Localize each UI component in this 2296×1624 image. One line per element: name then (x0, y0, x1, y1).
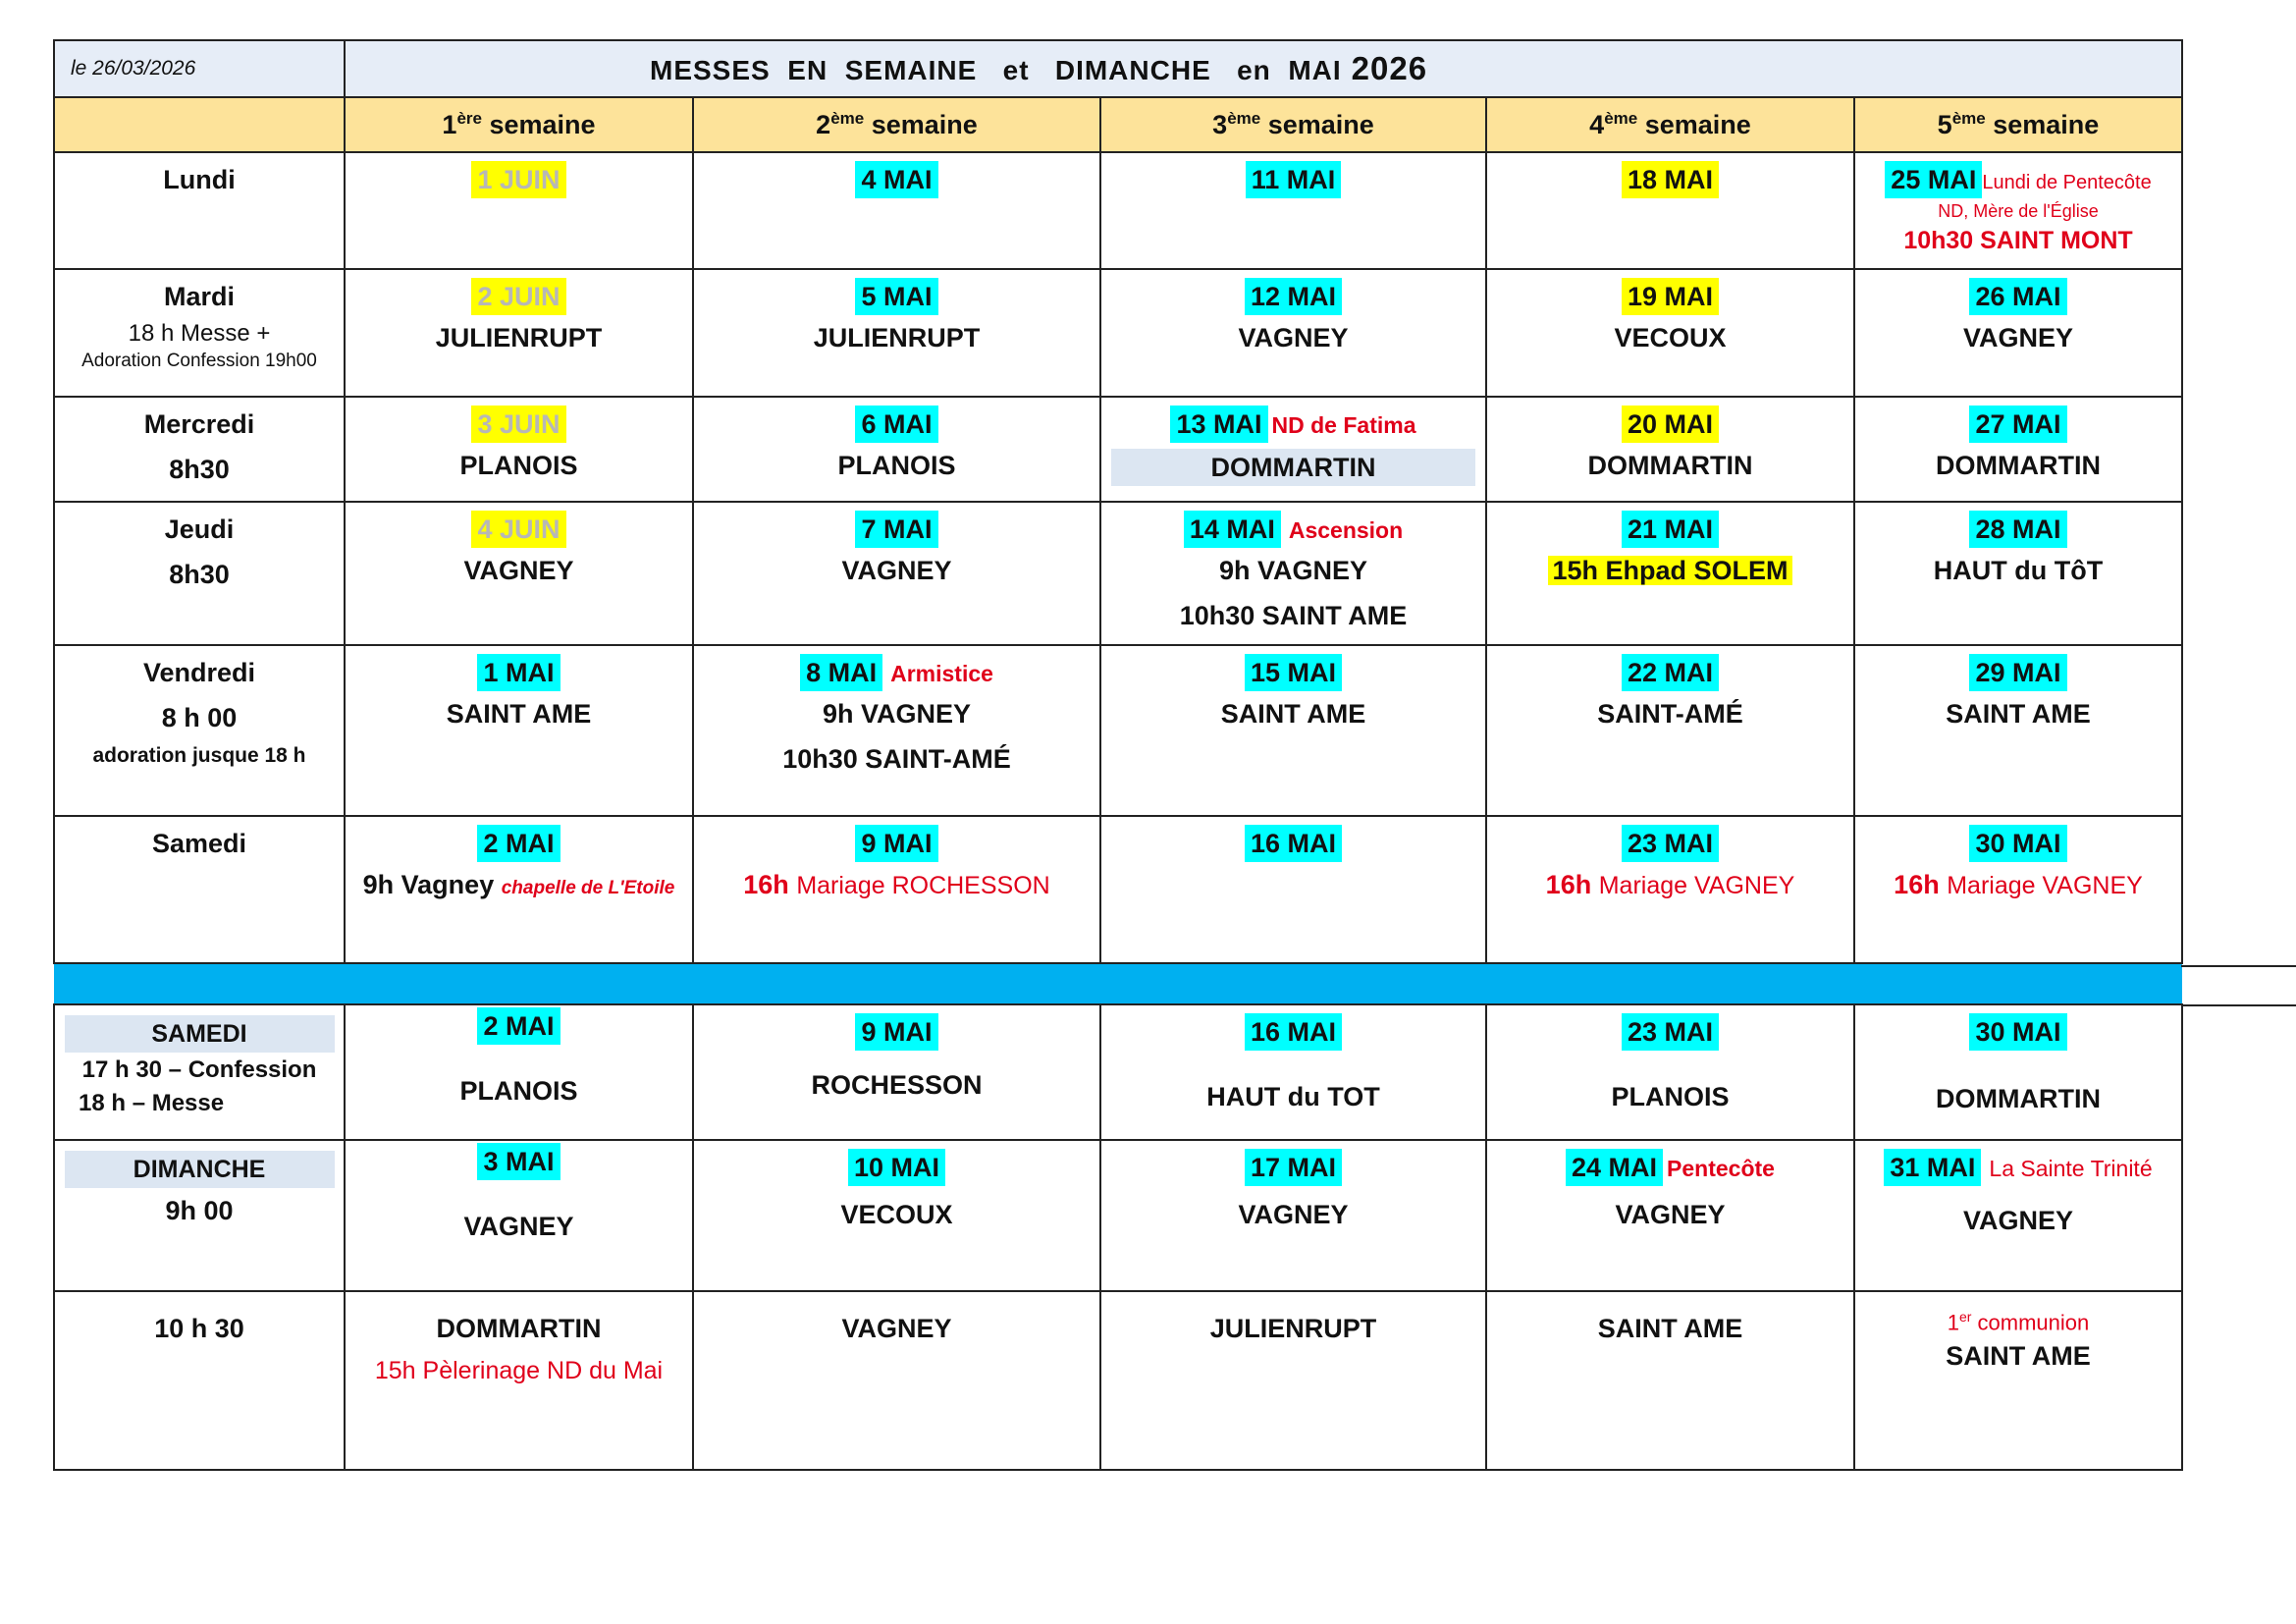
row-weekend-1030 (54, 1291, 2182, 1470)
cell: VAGNEY (693, 1291, 1100, 1470)
day-label-mercredi: Mercredi 8h30 (54, 397, 345, 502)
date-badge: 4 MAI (855, 161, 937, 198)
cell: SAINT AME (1486, 1291, 1854, 1470)
cell: 17 MAI VAGNEY (1100, 1140, 1486, 1291)
cell: 16 MAI HAUT du TOT (1100, 1004, 1486, 1140)
row-jeudi (54, 502, 2182, 645)
highlighted-place: DOMMARTIN (1111, 449, 1475, 486)
weekend-label-samedi: SAMEDI 17 h 30 – Confession 18 h – Messe (54, 1004, 345, 1140)
title-text: MESSES EN SEMAINE et DIMANCHE en MAI (650, 55, 1342, 85)
week-header-row (54, 97, 2182, 152)
day-label-jeudi: Jeudi 8h30 (54, 502, 345, 645)
cell: 3 MAI VAGNEY (345, 1140, 693, 1291)
page-title (345, 40, 2182, 97)
cell: 7 MAI VAGNEY (693, 502, 1100, 645)
cell: 5 MAI JULIENRUPT (693, 269, 1100, 397)
title-year: 2026 (1351, 50, 1428, 86)
trailing-rule-top (2181, 965, 2296, 967)
day-label-samedi: Samedi (54, 816, 345, 963)
cell (1854, 152, 2182, 269)
cell: 26 MAI VAGNEY (1854, 269, 2182, 397)
trailing-rule-bottom (2181, 1004, 2296, 1006)
cell: 4 JUIN VAGNEY (345, 502, 693, 645)
cell: 6 MAI PLANOIS (693, 397, 1100, 502)
week-header-1: 1ère semaine (345, 97, 693, 152)
cell: 23 MAI PLANOIS (1486, 1004, 1854, 1140)
cell: 31 MAI La Sainte Trinité VAGNEY (1854, 1140, 2182, 1291)
cell: 10 MAI VECOUX (693, 1140, 1100, 1291)
cell: 2 JUIN JULIENRUPT (345, 269, 693, 397)
day-label-mardi: Mardi 18 h Messe + Adoration Confession 19h00 (54, 269, 345, 397)
cell: 14 MAI Ascension 9h VAGNEY 10h30 SAINT AME (1100, 502, 1486, 645)
cell (345, 152, 693, 269)
document-date: le 26/03/2026 (54, 40, 345, 97)
cell: 3 JUIN PLANOIS (345, 397, 693, 502)
cell (1486, 152, 1854, 269)
row-weekend-samedi (54, 1004, 2182, 1140)
cell: 2 MAI 9h Vagney chapelle de L'Etoile (345, 816, 693, 963)
week-header-2: 2ème semaine (693, 97, 1100, 152)
date-badge: 25 MAI (1885, 161, 1982, 198)
place: 10h30 SAINT MONT (1903, 227, 2133, 254)
weekend-label-dimanche: DIMANCHE 9h 00 (54, 1140, 345, 1291)
day-label-vendredi: Vendredi 8 h 00 adoration jusque 18 h (54, 645, 345, 816)
cell: 16 MAI (1100, 816, 1486, 963)
row-mardi (54, 269, 2182, 397)
feast-note: Lundi de Pentecôte (1982, 172, 2152, 193)
cell: 1er communion SAINT AME (1854, 1291, 2182, 1470)
week-header-3: 3ème semaine (1100, 97, 1486, 152)
cell: 9 MAI 16h Mariage ROCHESSON (693, 816, 1100, 963)
row-mercredi (54, 397, 2182, 502)
cell: 19 MAI VECOUX (1486, 269, 1854, 397)
weekend-label-1030: 10 h 30 (54, 1291, 345, 1470)
row-samedi (54, 816, 2182, 963)
cell: 22 MAI SAINT-AMÉ (1486, 645, 1854, 816)
row-weekend-dimanche (54, 1140, 2182, 1291)
feast-note-2: ND, Mère de l'Église (1938, 201, 2099, 221)
schedule-table (53, 39, 2183, 1471)
cell: 9 MAI ROCHESSON (693, 1004, 1100, 1140)
date-badge: 11 MAI (1246, 161, 1342, 198)
row-lundi (54, 152, 2182, 269)
day-label-lundi: Lundi (54, 152, 345, 269)
cell: 12 MAI VAGNEY (1100, 269, 1486, 397)
cell: 21 MAI 15h Ehpad SOLEM (1486, 502, 1854, 645)
cell: 15 MAI SAINT AME (1100, 645, 1486, 816)
date-badge: 18 MAI (1622, 161, 1719, 198)
cell: DOMMARTIN 15h Pèlerinage ND du Mai (345, 1291, 693, 1470)
separator-band (54, 963, 2182, 1004)
cell: 23 MAI 16h Mariage VAGNEY (1486, 816, 1854, 963)
week-header-empty (54, 97, 345, 152)
cell: 28 MAI HAUT du TôT (1854, 502, 2182, 645)
cell: 30 MAI 16h Mariage VAGNEY (1854, 816, 2182, 963)
cell: 27 MAI DOMMARTIN (1854, 397, 2182, 502)
cell: 20 MAI DOMMARTIN (1486, 397, 1854, 502)
cell (1100, 152, 1486, 269)
cell: 29 MAI SAINT AME (1854, 645, 2182, 816)
date-badge: 1 JUIN (471, 161, 565, 198)
week-header-4: 4ème semaine (1486, 97, 1854, 152)
week-header-5: 5ème semaine (1854, 97, 2182, 152)
cell: 13 MAI ND de Fatima DOMMARTIN (1100, 397, 1486, 502)
cell: JULIENRUPT (1100, 1291, 1486, 1470)
title-row (54, 40, 2182, 97)
cell: 24 MAI Pentecôte VAGNEY (1486, 1140, 1854, 1291)
cell (693, 152, 1100, 269)
cell: 8 MAI Armistice 9h VAGNEY 10h30 SAINT-AMÉ (693, 645, 1100, 816)
cell: 30 MAI DOMMARTIN (1854, 1004, 2182, 1140)
cell: 2 MAI PLANOIS (345, 1004, 693, 1140)
cell: 1 MAI SAINT AME (345, 645, 693, 816)
row-vendredi (54, 645, 2182, 816)
mass-schedule-sheet (53, 39, 2181, 1471)
